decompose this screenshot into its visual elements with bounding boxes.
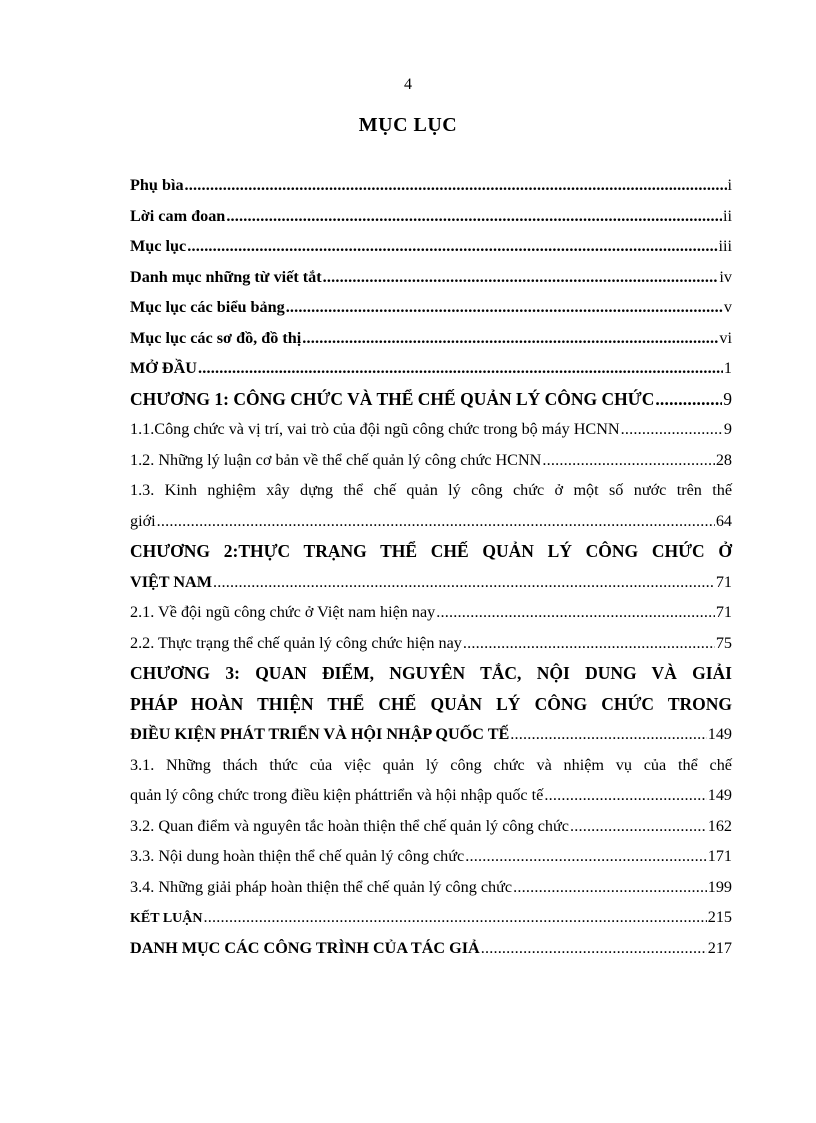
toc-entry-label: 3.2. Quan điểm và nguyên tắc hoàn thiện thể chế quản lý công chức [130,816,569,835]
dot-leader [542,445,714,476]
toc-entry-3-3 [130,841,732,872]
toc-entry-label: 2.1. Về đội ngũ công chức ở Việt nam hiện nay [130,603,436,621]
toc-entry-3-1-line2 [130,780,732,811]
toc-entry-label: giới [130,511,156,530]
dot-leader [621,414,723,445]
toc-entry-page: 217 [707,938,732,957]
toc-entry-page: 28 [715,450,732,469]
toc-entry-chuong-3-line1: CHƯƠNG 3: QUAN ĐIỂM, NGUYÊN TẮC, NỘI DUNG VÀ GIẢI [130,663,732,683]
toc-entry-page: i [727,176,732,194]
dot-leader [203,902,706,933]
dot-leader [510,719,706,750]
toc-entry-page: 162 [707,816,732,835]
toc-entry-muc-luc-bieu-bang [130,292,732,323]
dot-leader [226,201,722,232]
toc-entry-label: Phụ bìa [130,176,184,194]
toc-entry-danh-muc-cong-trinh [130,933,732,964]
toc-entry-page: 71 [715,572,732,591]
toc-entry-page: iv [719,267,732,286]
dot-leader [463,628,715,659]
dot-leader [157,506,715,537]
toc-entry-page: ii [723,206,732,225]
dot-leader [570,811,707,842]
toc-entry-mo-dau [130,353,732,384]
toc-entry-muc-luc-so-do [130,323,732,354]
toc-entry-3-2 [130,811,732,842]
toc-entry-page: 1 [723,359,732,377]
toc-entry-page: 75 [715,633,732,652]
dot-leader [655,384,722,415]
toc-entry-3-1-line1: 3.1. Những thách thức của việc quản lý công chức và nhiệm vụ của thể chế [130,755,732,774]
toc-entry-page: vi [719,328,732,347]
toc-entry-label: 1.2. Những lý luận cơ bản về thể chế quản lý công chức HCNN [130,450,542,469]
dot-leader [185,170,727,201]
toc-entry-page: 171 [707,847,732,865]
toc-entry-page: 9 [723,388,732,409]
toc-entry-label: KẾT LUẬN [130,911,203,926]
toc-entry-chuong-3-line2: PHÁP HOÀN THIỆN THỂ CHẾ QUẢN LÝ CÔNG CHỨC TRONG [130,693,732,714]
dot-leader [323,262,719,293]
dot-leader [481,933,707,964]
dot-leader [198,353,723,384]
toc-entry-page: 199 [707,877,732,896]
toc-entry-label: 2.2. Thực trạng thể chế quản lý công chức hiện nay [130,633,462,652]
toc-entry-label: DANH MỤC CÁC CÔNG TRÌNH CỦA TÁC GIẢ [130,938,480,957]
toc-entry-label: Lời cam đoan [130,206,226,225]
toc-entry-page: 9 [723,420,732,438]
toc-entry-danh-muc-viet-tat [130,262,732,293]
toc-entry-label: Mục lục [130,237,187,255]
toc-entry-page: 149 [707,786,732,804]
toc-entry-phu-bia [130,170,732,201]
toc-entry-2-1 [130,597,732,628]
toc-entry-label: 1.1.Công chức và vị trí, vai trò của đội ngũ công chức trong bộ máy HCNN [130,420,620,438]
toc-entry-label: MỞ ĐẦU [130,359,197,377]
table-of-contents [130,170,732,963]
dot-leader [213,567,715,598]
toc-entry-page: 71 [715,603,732,621]
toc-entry-ket-luan [130,902,732,933]
dot-leader [544,780,706,811]
toc-entry-label: Mục lục các sơ đồ, đồ thị [130,328,302,347]
toc-entry-label: ĐIỀU KIỆN PHÁT TRIỂN VÀ HỘI NHẬP QUỐC TẾ [130,725,510,743]
toc-entry-label: Danh mục những từ viết tắt [130,267,322,286]
dot-leader [436,597,715,628]
toc-entry-3-4 [130,872,732,903]
toc-entry-page: v [723,298,732,316]
dot-leader [286,292,723,323]
toc-entry-page: 149 [707,725,732,743]
toc-entry-page: 215 [707,908,732,926]
toc-entry-chuong-2-line1: CHƯƠNG 2:THỰC TRẠNG THỂ CHẾ QUẢN LÝ CÔNG CHỨC Ở [130,541,732,561]
toc-entry-page: iii [718,237,732,255]
dot-leader [187,231,717,262]
toc-entry-label: 3.3. Nội dung hoàn thiện thể chế quản lý công chức [130,847,465,865]
toc-entry-1-1 [130,414,732,445]
dot-leader [513,872,707,903]
toc-entry-1-2 [130,445,732,476]
toc-entry-page: 64 [715,511,732,530]
page-number: 4 [404,76,412,93]
toc-entry-1-3-line1: 1.3. Kinh nghiệm xây dựng thể chế quản lý công chức ở một số nước trên thế [130,481,732,499]
toc-entry-label: 3.4. Những giải pháp hoàn thiện thể chế quản lý công chức [130,877,513,896]
toc-entry-chuong-2-line2 [130,567,732,598]
toc-entry-1-3-line2 [130,506,732,537]
toc-entry-chuong-1 [130,384,732,415]
toc-entry-label: quản lý công chức trong điều kiện pháttriển và hội nhập quốc tế [130,786,544,804]
toc-entry-label: CHƯƠNG 1: CÔNG CHỨC VÀ THỂ CHẾ QUẢN LÝ CÔNG CHỨC [130,388,655,409]
dot-leader [302,323,718,354]
dot-leader [465,841,706,872]
page-title: MỤC LỤC [358,114,458,136]
toc-entry-label: VIỆT NAM [130,572,212,591]
toc-entry-muc-luc [130,231,732,262]
toc-entry-chuong-3-line3 [130,719,732,750]
toc-entry-loi-cam-doan [130,201,732,232]
toc-entry-label: Mục lục các biểu bảng [130,298,285,316]
toc-entry-2-2 [130,628,732,659]
